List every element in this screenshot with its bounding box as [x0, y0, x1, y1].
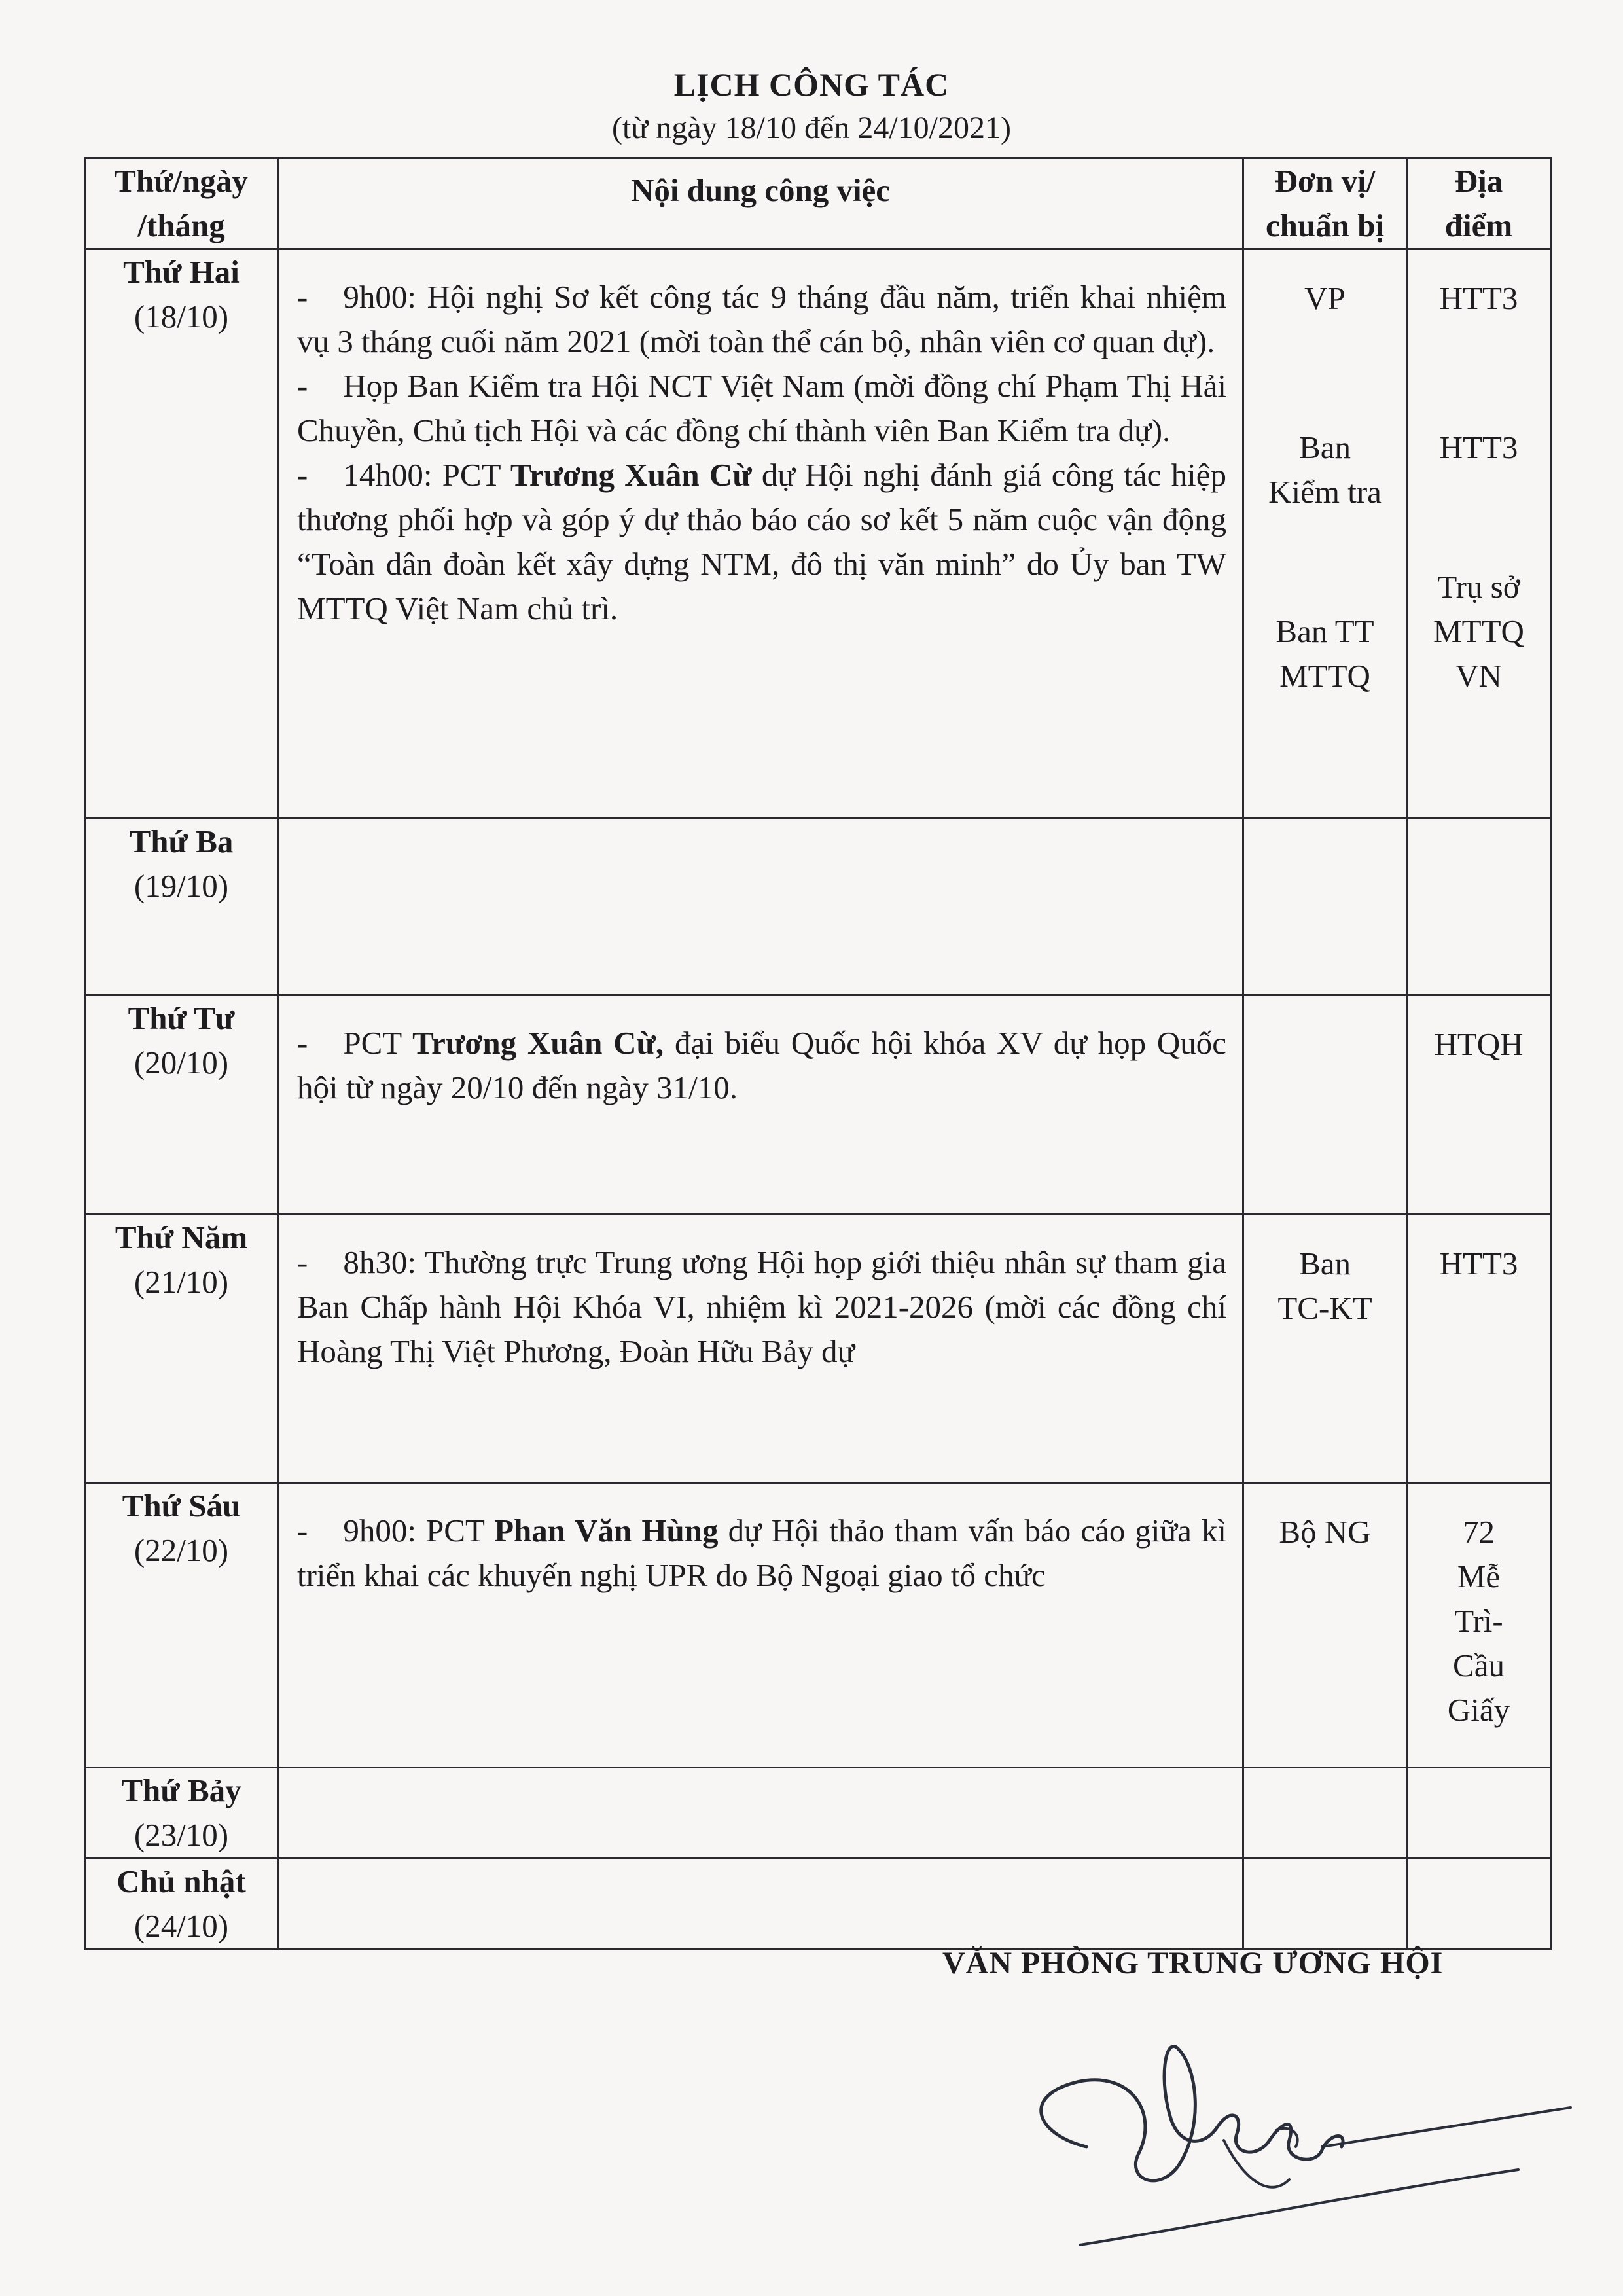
agenda-item	[297, 1021, 1226, 1110]
day-name: Thứ Năm	[115, 1219, 248, 1255]
entry-line: HTT3	[1439, 280, 1518, 316]
day-cell	[85, 249, 278, 819]
unit-entry	[1244, 1510, 1406, 1554]
schedule-table	[84, 157, 1552, 1950]
day-name: Thứ Sáu	[122, 1488, 241, 1524]
bullet-dash: -	[297, 1025, 308, 1061]
entry-line: Trụ sở	[1437, 569, 1520, 605]
agenda-item	[297, 453, 1226, 631]
entry-line: TC-KT	[1277, 1290, 1372, 1326]
agenda-text: 14h00: PCT	[343, 457, 510, 493]
agenda-text: Họp Ban Kiểm tra Hội NCT Việt Nam (mời đồng chí Phạm Thị Hải Chuyền, Chủ tịch Hội và các đồng chí thành viên Ban Kiểm tra dự).	[297, 368, 1226, 448]
issuing-office: VĂN PHÒNG TRUNG ƯƠNG HỘI	[942, 1946, 1444, 1981]
place-entry	[1408, 1510, 1550, 1732]
entry-line: HTT3	[1439, 429, 1518, 465]
place-entry	[1408, 425, 1550, 470]
entry-line: Trì-	[1454, 1603, 1503, 1639]
place-entry	[1408, 1022, 1550, 1067]
unit-cell	[1243, 249, 1407, 819]
unit-cell	[1243, 996, 1407, 1215]
content-cell	[278, 1483, 1243, 1768]
unit-cell	[1243, 1483, 1407, 1768]
entry-line: MTTQ	[1279, 658, 1370, 694]
document-subtitle: (từ ngày 18/10 đến 24/10/2021)	[612, 111, 1011, 145]
column-header-place: Địa điểm	[1407, 158, 1551, 249]
day-date: (18/10)	[134, 298, 229, 334]
column-header-unit: Đơn vị/ chuẩn bị	[1243, 158, 1407, 249]
table-header-row	[85, 158, 1551, 249]
day-date: (20/10)	[134, 1045, 229, 1081]
entry-line: Kiểm tra	[1268, 474, 1382, 510]
unit-entry	[1244, 425, 1406, 514]
day-cell	[85, 996, 278, 1215]
content-cell	[278, 1768, 1243, 1859]
agenda-text: 9h00: Hội nghị Sơ kết công tác 9 tháng đầu năm, triển khai nhiệm vụ 3 tháng cuối năm 2021 (mời toàn thể cán bộ, nhân viên cơ quan dự).	[297, 279, 1226, 359]
agenda-text-cont: đại biểu Quốc hội khóa XV dự họp Quốc hội từ ngày 20/10 đến ngày 31/10.	[297, 1025, 1226, 1105]
unit-cell	[1243, 1215, 1407, 1483]
document-title: LỊCH CÔNG TÁC	[673, 66, 950, 103]
day-name: Thứ Bảy	[121, 1772, 241, 1808]
entry-line: Giấy	[1447, 1692, 1510, 1728]
entry-line: Cầu	[1453, 1647, 1505, 1683]
bullet-dash: -	[297, 457, 308, 493]
day-cell	[85, 1215, 278, 1483]
agenda-item	[297, 1240, 1226, 1374]
person-name: Trương Xuân Cừ	[510, 457, 752, 493]
place-cell	[1407, 996, 1551, 1215]
bullet-dash: -	[297, 1513, 308, 1549]
entry-line: Ban TT	[1275, 613, 1374, 649]
place-cell	[1407, 819, 1551, 996]
agenda-item	[297, 364, 1226, 453]
content-cell	[278, 1859, 1243, 1950]
unit-entry	[1244, 276, 1406, 321]
entry-line: Ban	[1299, 429, 1351, 465]
table-row	[85, 996, 1551, 1215]
agenda-text: 8h30: Thường trực Trung ương Hội họp giới thiệu nhân sự tham gia Ban Chấp hành Hội Khóa VI, nhiệm kì 2021-2026 (mời các đồng chí Hoàng Thị Việt Phương, Đoàn Hữu Bảy dự	[297, 1244, 1226, 1369]
entry-line: HTQH	[1434, 1026, 1524, 1062]
place-entry	[1408, 276, 1550, 321]
day-name: Thứ Ba	[129, 823, 234, 859]
day-name: Thứ Tư	[128, 1000, 235, 1036]
column-header-day: Thứ/ngày /tháng	[85, 158, 278, 249]
day-date: (19/10)	[134, 868, 229, 904]
day-cell	[85, 1859, 278, 1950]
agenda-item	[297, 275, 1226, 364]
table-row	[85, 249, 1551, 819]
content-cell	[278, 249, 1243, 819]
unit-entry	[1244, 1242, 1406, 1331]
day-name: Thứ Hai	[123, 254, 240, 290]
place-cell	[1407, 1215, 1551, 1483]
place-cell	[1407, 1483, 1551, 1768]
handwritten-signature	[1008, 1983, 1584, 2261]
place-cell	[1407, 1859, 1551, 1950]
day-cell	[85, 1768, 278, 1859]
table-row	[85, 819, 1551, 996]
entry-line: Ban	[1299, 1246, 1351, 1282]
column-header-content: Nội dung công việc	[278, 158, 1243, 249]
person-name: Trương Xuân Cừ,	[412, 1025, 664, 1061]
entry-line: VP	[1304, 280, 1346, 316]
unit-entry	[1244, 609, 1406, 698]
place-cell	[1407, 249, 1551, 819]
place-cell	[1407, 1768, 1551, 1859]
agenda-item	[297, 1509, 1226, 1598]
place-entry	[1408, 565, 1550, 698]
unit-cell	[1243, 1768, 1407, 1859]
bullet-dash: -	[297, 279, 308, 315]
table-row	[85, 1215, 1551, 1483]
agenda-text-cont: dự Hội thảo tham vấn báo cáo giữa kì triển khai các khuyến nghị UPR do Bộ Ngoại giao tổ chức	[297, 1513, 1226, 1593]
entry-line: VN	[1455, 658, 1502, 694]
entry-line: Mễ	[1457, 1558, 1501, 1594]
day-date: (23/10)	[134, 1817, 229, 1853]
content-cell	[278, 1215, 1243, 1483]
unit-cell	[1243, 1859, 1407, 1950]
table-row	[85, 1768, 1551, 1859]
content-cell	[278, 996, 1243, 1215]
agenda-text: PCT	[343, 1025, 413, 1061]
place-entry	[1408, 1242, 1550, 1286]
agenda-text-cont: dự Hội nghị đánh giá công tác hiệp thương phối hợp và góp ý dự thảo báo cáo sơ kết 5 năm cuộc vận động “Toàn dân đoàn kết xây dựng NTM, đô thị văn minh” do Ủy ban TW MTTQ Việt Nam chủ trì.	[297, 457, 1226, 626]
table-row	[85, 1859, 1551, 1950]
bullet-dash: -	[297, 368, 308, 404]
entry-line: HTT3	[1439, 1246, 1518, 1282]
entry-line: 72	[1463, 1514, 1495, 1550]
unit-cell	[1243, 819, 1407, 996]
agenda-text: 9h00: PCT	[343, 1513, 495, 1549]
content-cell	[278, 819, 1243, 996]
day-date: (21/10)	[134, 1264, 229, 1300]
bullet-dash: -	[297, 1244, 308, 1280]
day-cell	[85, 1483, 278, 1768]
day-name: Chủ nhật	[116, 1863, 246, 1899]
day-cell	[85, 819, 278, 996]
entry-line: MTTQ	[1433, 613, 1524, 649]
table-row	[85, 1483, 1551, 1768]
day-date: (22/10)	[134, 1532, 229, 1568]
day-date: (24/10)	[134, 1908, 229, 1944]
person-name: Phan Văn Hùng	[494, 1513, 719, 1549]
entry-line: Bộ NG	[1279, 1514, 1371, 1550]
